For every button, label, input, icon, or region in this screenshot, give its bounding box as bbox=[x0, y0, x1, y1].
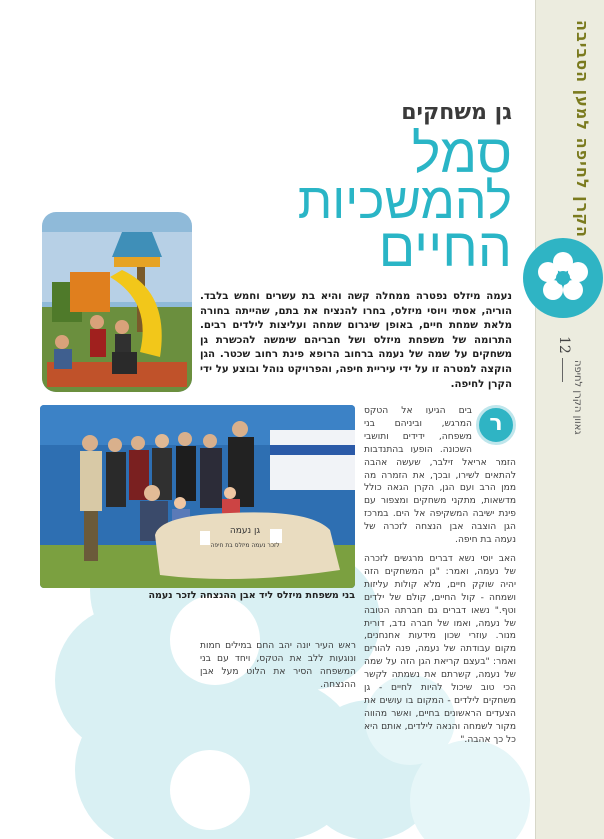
headline-line-3: החיים bbox=[378, 215, 512, 279]
body-paragraph-1: בים הגיעו אל הטקס המרגש, וביניהם בני משפחה, ידידים ותושבי השכונה. הופעו בהתנדבות הזמר אריאל זילבר, שעשה אהבה להתאים לשירו, ובכך, את הזמרה מה ממן הרב ועם הגן, הקרן הגאה כולל מדשאות, מתקני משחקים ומצפור עם פינת ישיבה המשקיפה אל הים. במרכז הגן הוצבה אבן הנצחה לזכרה של נעמה בת חיפה. bbox=[364, 406, 516, 546]
page-number-rule bbox=[562, 358, 563, 382]
sidebar-title: הקרן לחיפה למען הסביבה bbox=[573, 20, 592, 238]
headline-line-2: להמשכיות bbox=[297, 171, 512, 230]
playground-photo bbox=[42, 212, 192, 392]
photo-caption: בני משפחת מיזלס ליד אבן ההנצחה לזכר נעמה bbox=[148, 590, 355, 601]
flower-icon bbox=[533, 248, 593, 308]
article-kicker: גן משחקים bbox=[401, 100, 512, 125]
section-logo bbox=[523, 238, 603, 318]
page-number: 12 bbox=[556, 336, 572, 354]
stone-title: גן נעמה bbox=[229, 526, 261, 536]
drop-cap: ר bbox=[476, 405, 516, 445]
article-lead: נעמה מיזלס נפטרה ממחלה קשה והיא בת עשרים וחמש בלבד. הוריה, אסתי ויוסי מיזלס, בחרו להנציח את בתם, שהייתה בחורה מלאת שמחת חיים, באופן שיגרום שמחה ועליצות לילדים רבים. התרומה של משפחת מיזלס ושל חבריהם שימשה להכשרת גן משחקים על שמה של נעמה ברחוב הרופא פינת רחוב שכטר. הגן הוקצה למטרה זו על ידי עיריית חיפה, והפרויקט נוהל ובוצע על ידי הקרן לחיפה. bbox=[200, 291, 512, 390]
article-headline bbox=[192, 122, 512, 279]
sidebar bbox=[535, 0, 604, 839]
family-memorial-photo bbox=[40, 405, 355, 588]
body-paragraph-2: האב יוסי נשא דברים מרגשים לזכרה של נעמה, ואמר: "גן המשחקים הזה יהיה שוקק חיים, מלא קולות עליזות ושמחה - קול החיים, קולם של ילדים וטף." נשאו דברים גם חברתה הטובה של נעמה, ואמו של חברה נדב, דורית מנור. עוזרי שכון מידעות אחנחנים, מקום עבודתה של נעמה, פנה להורים ואמר: "בעצם קריאת הגן הזה על שמה של נעמה, קשרתם את נשמתה לקשר הכי טוב שיכול להיות לחיים - גן משחקים לילדים - המקום בו עושים את הצעדים הראשונים בחיים, ואשר מהווה מקור לשמחה והנאה לילדים, אותם היא כל כך אהבה." bbox=[364, 553, 516, 745]
article-body-column-1 bbox=[364, 405, 516, 753]
article-body-column-2: ראש העיר יונה יהב החם במילים חמות ונוגעות ללב את הטקס, ויחד עם בני המשפחה הסיר את הלוט מעל אבן ההנצחה. bbox=[200, 641, 356, 690]
headline-line-1: סמל bbox=[411, 122, 512, 185]
sidebar-subtitle: גאוון הקרן לחיפה bbox=[572, 360, 583, 435]
stone-text: לזכר נעמה מיזלס בת חיפה bbox=[210, 542, 280, 549]
